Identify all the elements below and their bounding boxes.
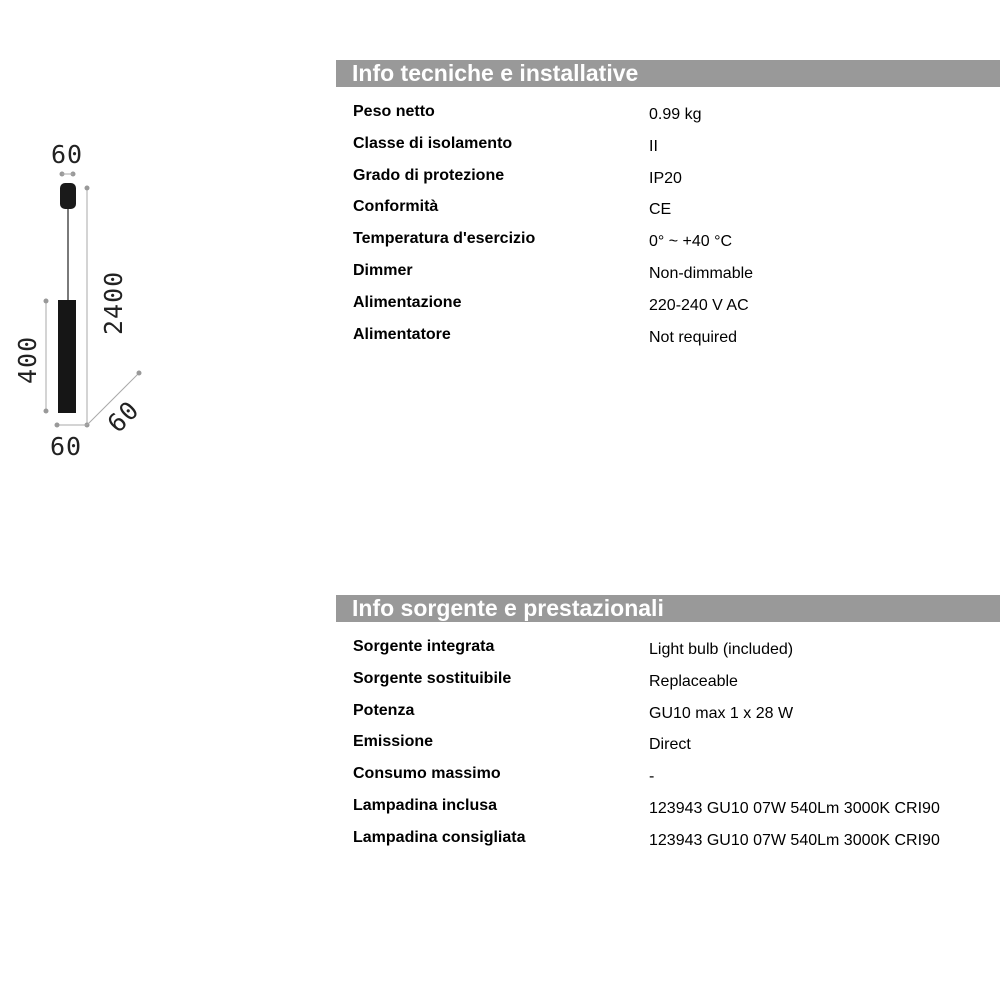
spec-label: Peso netto: [353, 103, 435, 120]
spec-value: Direct: [649, 736, 691, 754]
spec-label: Grado di protezione: [353, 166, 505, 184]
spec-value: II: [649, 137, 658, 155]
product-dimension-drawing: [0, 130, 160, 470]
spec-value: 0° ~ +40 °C: [649, 233, 733, 251]
spec-row: [336, 131, 1000, 163]
spec-value: Replaceable: [649, 672, 738, 690]
dim-depth: 60: [101, 395, 145, 439]
spec-table: [336, 99, 1000, 353]
tech-info-section: [336, 60, 1000, 353]
spec-row: [336, 634, 1000, 666]
spec-value: Not required: [649, 328, 738, 346]
spec-label: Lampadina inclusa: [353, 796, 498, 814]
spec-value: 123943 GU10 07W 540Lm 3000K CRI90: [649, 799, 940, 817]
spec-value: IP20: [649, 169, 682, 187]
spec-label: Potenza: [353, 701, 415, 719]
spec-label: Emissione: [353, 733, 434, 751]
spec-row: [336, 729, 1000, 761]
spec-row: [336, 226, 1000, 258]
spec-value: GU10 max 1 x 28 W: [649, 704, 794, 722]
spec-row: [336, 99, 1000, 131]
spec-row: [336, 666, 1000, 698]
spec-value: CE: [649, 201, 672, 219]
spec-label: Alimentazione: [353, 293, 462, 311]
lamp-canopy: [60, 183, 76, 209]
section-title: Info sorgente e prestazionali: [336, 595, 1000, 622]
spec-row: [336, 163, 1000, 195]
spec-value: 220-240 V AC: [649, 296, 749, 314]
spec-label: Sorgente sostituibile: [353, 669, 512, 687]
dim-base-width: 60: [50, 432, 83, 461]
source-info-section: [336, 595, 1000, 857]
spec-value: 0.99 kg: [649, 106, 702, 123]
spec-label: Alimentatore: [353, 325, 451, 343]
spec-value: Non-dimmable: [649, 264, 754, 282]
spec-row: [336, 290, 1000, 322]
spec-label: Temperatura d'esercizio: [353, 230, 536, 248]
spec-row: [336, 322, 1000, 354]
lamp-body: [58, 300, 76, 413]
spec-label: Classe di isolamento: [353, 134, 513, 152]
dim-total-height: 2400: [99, 270, 128, 335]
spec-label: Dimmer: [353, 261, 413, 279]
spec-value: 123943 GU10 07W 540Lm 3000K CRI90: [649, 831, 940, 849]
spec-value: -: [649, 768, 655, 786]
spec-label: Conformità: [353, 198, 439, 216]
spec-value: Light bulb (included): [649, 641, 794, 658]
dim-body-height: 400: [13, 335, 42, 384]
dim-top-width: 60: [51, 140, 84, 169]
spec-row: [336, 258, 1000, 290]
spec-label: Consumo massimo: [353, 765, 501, 783]
spec-label: Lampadina consigliata: [353, 828, 526, 846]
spec-label: Sorgente integrata: [353, 638, 495, 655]
spec-row: [336, 793, 1000, 825]
spec-table: [336, 634, 1000, 857]
spec-row: [336, 761, 1000, 793]
section-title: Info tecniche e installative: [336, 60, 1000, 87]
spec-row: [336, 194, 1000, 226]
spec-row: [336, 698, 1000, 730]
spec-row: [336, 825, 1000, 857]
